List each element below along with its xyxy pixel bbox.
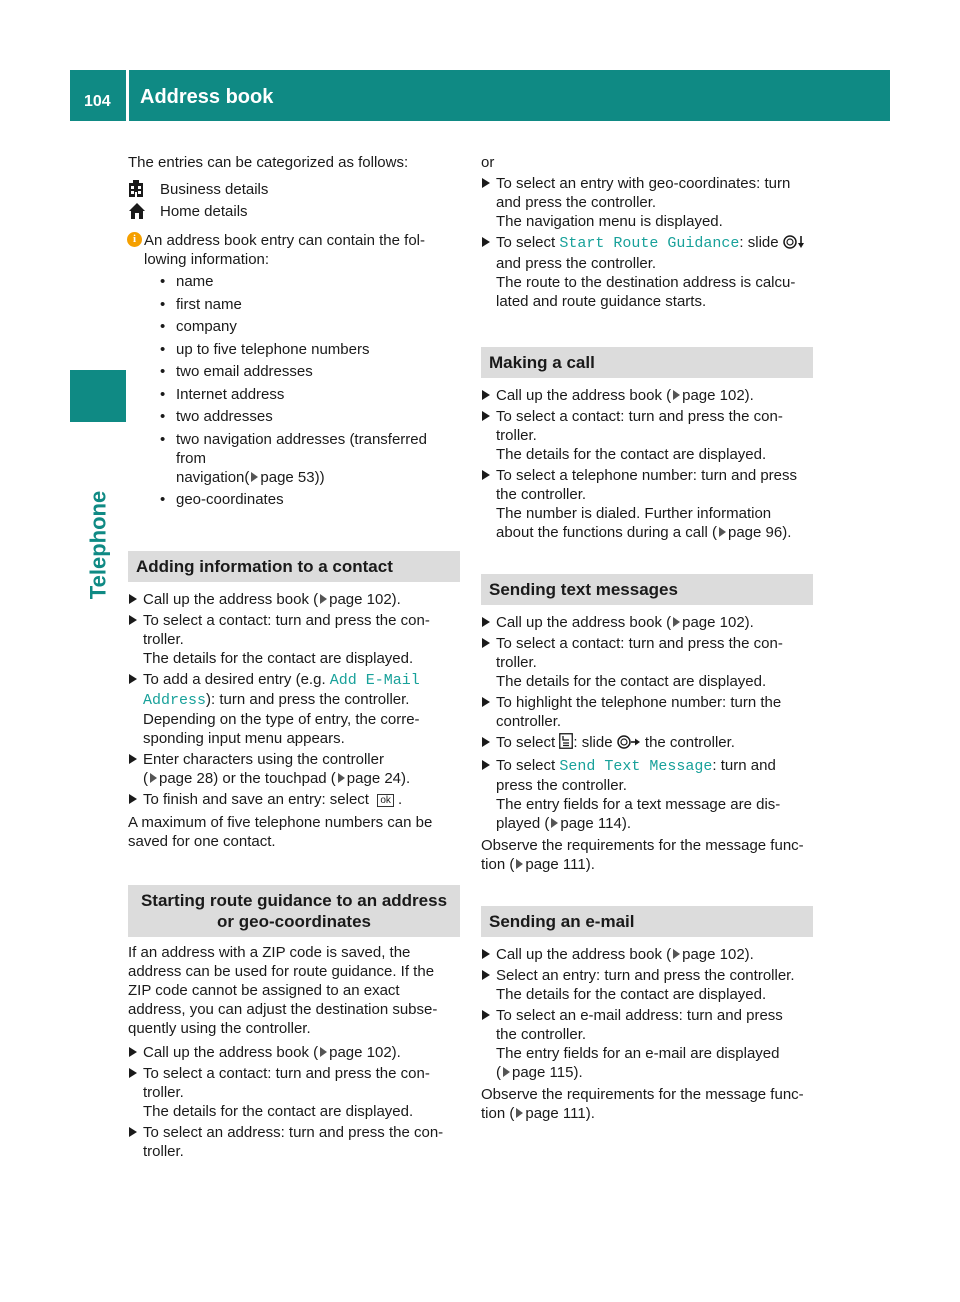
business-icon: [128, 180, 160, 198]
step: Call up the address book ( page 102).: [481, 613, 813, 632]
page-link[interactable]: page 111).: [525, 856, 595, 873]
category-home: [128, 200, 460, 222]
page-ref-icon: [320, 1047, 327, 1057]
intro-text: The entries can be categorized as follows:: [128, 154, 409, 171]
list-item: • two addresses: [160, 407, 460, 426]
step: Call up the address book ( page 102).: [481, 945, 813, 964]
step-arrow-icon: [482, 237, 490, 247]
page-link[interactable]: page 114).: [560, 815, 631, 832]
category-label: Business details: [160, 180, 269, 198]
info-list: [144, 272, 460, 509]
controller-slide-right-icon: [617, 735, 641, 754]
step-arrow-icon: [129, 615, 137, 625]
step-arrow-icon: [482, 697, 490, 707]
menu-item-address: Address: [143, 691, 207, 709]
step-arrow-icon: [482, 760, 490, 770]
step: To select an address: turn and press the con- troller.: [128, 1123, 460, 1161]
list-item: • up to five telephone numbers: [160, 340, 460, 359]
left-column: [128, 153, 460, 1161]
note-text: Observe the requirements for the message func- tion ( page 111).: [481, 1086, 804, 1122]
step: To select an e-mail address: turn and press the controller. The entry fields for an e-mail are displayed ( page 115).: [481, 1006, 813, 1082]
note-text: A maximum of five telephone numbers can be saved for one contact.: [128, 813, 433, 850]
page-link[interactable]: page 111).: [525, 1105, 595, 1122]
page-link[interactable]: page 115).: [512, 1064, 583, 1081]
menu-item-add-email: Add E-Mail: [329, 671, 420, 689]
step: To select Send Text Message: turn and press the controller. The entry fields for a text message are dis- played ( page 114).: [481, 756, 813, 833]
page-ref-icon: [251, 472, 258, 482]
step: To select a telephone number: turn and press the controller. The number is dialed. Further information about the functions during a call ( page 96).: [481, 466, 813, 542]
header-divider: [126, 70, 129, 121]
home-icon: [128, 202, 160, 220]
page-ref-icon: [150, 773, 157, 783]
section-heading: Starting route guidance to an address or geo-coordinates: [128, 885, 460, 937]
step-arrow-icon: [482, 970, 490, 980]
step: To add a desired entry (e.g. Add E-Mail Address): turn and press the controller. Depending on the type of entry, the corre- sponding input menu appears.: [128, 670, 460, 748]
page-ref-icon: [516, 859, 523, 869]
page-ref-icon: [673, 617, 680, 627]
section-heading: Making a call: [481, 347, 813, 378]
page-title: Address book: [140, 86, 274, 108]
step-arrow-icon: [482, 411, 490, 421]
step: To finish and save an entry: select ok .: [128, 790, 460, 809]
right-column: [481, 153, 813, 1123]
page-link[interactable]: page 102).: [329, 1043, 401, 1061]
page-ref-icon: [320, 594, 327, 604]
step-arrow-icon: [129, 1068, 137, 1078]
step: To select a contact: turn and press the con- troller. The details for the contact are displayed.: [481, 407, 813, 464]
step: Call up the address book ( page 102).: [481, 386, 813, 405]
step-arrow-icon: [129, 674, 137, 684]
section-heading: Sending text messages: [481, 574, 813, 605]
page-ref-icon: [673, 949, 680, 959]
step: To select : slide the controller.: [481, 733, 813, 754]
page-link[interactable]: page 102).: [329, 590, 401, 608]
step-arrow-icon: [482, 390, 490, 400]
page-link[interactable]: page 102).: [682, 614, 754, 631]
step-arrow-icon: [129, 1127, 137, 1137]
step-arrow-icon: [482, 1010, 490, 1020]
category-business: [128, 178, 460, 200]
list-item: • company: [160, 317, 460, 336]
ok-key-icon: ok: [377, 794, 394, 807]
step-arrow-icon: [482, 737, 490, 747]
list-item: • two email addresses: [160, 362, 460, 381]
page-ref-icon: [338, 773, 345, 783]
message-symbol-icon: [559, 733, 573, 754]
list-item: • name: [160, 272, 460, 291]
step-arrow-icon: [482, 949, 490, 959]
step: To select a contact: turn and press the con- troller. The details for the contact are displayed.: [128, 611, 460, 668]
step-arrow-icon: [129, 794, 137, 804]
list-item: • first name: [160, 295, 460, 314]
page-number: 104: [84, 93, 111, 110]
info-icon: i: [127, 232, 142, 247]
step: To select a contact: turn and press the con- troller. The details for the contact are displayed.: [128, 1064, 460, 1121]
step: To select Start Route Guidance: slide and press the controller. The route to the destination address is calcu- lated and route guidance starts.: [481, 233, 813, 311]
list-item: • geo-coordinates: [160, 490, 460, 509]
info-note: i An address book entry can contain the fol- lowing information: • name • first name • company • up to five telephone numbers • two email addresses • Internet address • two addresses • two navigation addresses (transferred from navigation( page 53)) • geo-coordinates: [128, 231, 460, 509]
step-arrow-icon: [482, 638, 490, 648]
section-heading: Sending an e-mail: [481, 906, 813, 937]
step-arrow-icon: [482, 470, 490, 480]
list-item: • two navigation addresses (transferred from navigation( page 53)): [160, 430, 460, 487]
step: Call up the address book ( page 102).: [128, 590, 460, 609]
page-ref-icon: [673, 390, 680, 400]
page-ref-icon: [503, 1067, 510, 1077]
page-ref-icon: [516, 1108, 523, 1118]
section-heading: Adding information to a contact: [128, 551, 460, 582]
step-arrow-icon: [482, 617, 490, 627]
chapter-label: Telephone: [85, 490, 111, 600]
or-text: or: [481, 154, 495, 171]
page-ref-icon: [719, 527, 726, 537]
note-text: Observe the requirements for the message func- tion ( page 111).: [481, 837, 804, 873]
step-arrow-icon: [129, 1047, 137, 1057]
list-item: • Internet address: [160, 385, 460, 404]
step: Call up the address book ( page 102).: [128, 1043, 460, 1062]
page-link[interactable]: page 102).: [682, 387, 754, 404]
side-tab: [70, 370, 126, 422]
step: Select an entry: turn and press the controller. The details for the contact are displayed.: [481, 966, 813, 1004]
page-ref-icon: [551, 818, 558, 828]
menu-item-send-text-message: Send Text Message: [559, 758, 713, 775]
menu-item-start-route-guidance: Start Route Guidance: [559, 235, 740, 252]
step: To select an entry with geo-coordinates: turn and press the controller. The navigation menu is displayed.: [481, 174, 813, 231]
step: To highlight the telephone number: turn the controller.: [481, 693, 813, 731]
step-arrow-icon: [482, 178, 490, 188]
step-arrow-icon: [129, 594, 137, 604]
paragraph: If an address with a ZIP code is saved, the address can be used for route guidance. If the ZIP code cannot be assigned to an exact address, you can adjust the destination subse- quently using the controller.: [128, 943, 438, 1037]
page-link[interactable]: page 96).: [727, 524, 792, 541]
step: To select a contact: turn and press the con- troller. The details for the contact are displayed.: [481, 634, 813, 691]
page-link[interactable]: page 102).: [682, 946, 754, 963]
controller-slide-down-icon: [783, 235, 805, 254]
category-label: Home details: [160, 202, 248, 220]
step: Enter characters using the controller ( page 28) or the touchpad ( page 24).: [128, 750, 460, 788]
step-arrow-icon: [129, 754, 137, 764]
